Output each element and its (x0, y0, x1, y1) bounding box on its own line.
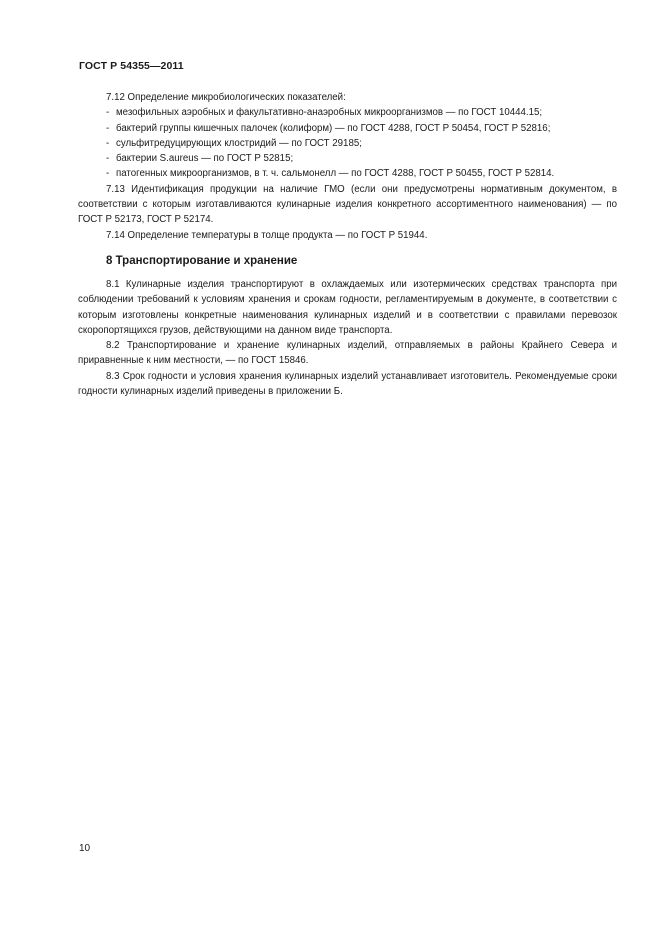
list-dash: - (106, 122, 110, 134)
list-item (78, 136, 617, 151)
paragraph-7-13: 7.13 Идентификация продукции на наличие ГМО (если они предусмотрены нормативным документом, в соответствии с которым изготавливаются кулинарные изделия конкретного ассортиментного наименования) — по ГОСТ Р 52173, ГОСТ Р 52174. (78, 183, 617, 226)
list-item (78, 105, 617, 120)
list-dash: - (106, 107, 110, 119)
list-dash: - (106, 137, 110, 149)
page-number: 10 (79, 843, 91, 854)
paragraph-8-1: 8.1 Кулинарные изделия транспортируют в охлаждаемых или изотермических средствах транспорта при соблюдении требований к условиям хранения и срокам годности, регламентируемым в документе, в соответствии с которым изготовлены конкретные наименования кулинарных изделий и в соответствии с правилами перевозок скоропортящихся грузов, действующими на данном виде транспорта. (78, 278, 617, 336)
section-8-title: 8 Транспортирование и хранение (106, 254, 298, 267)
document-header: ГОСТ Р 54355—2011 (79, 60, 184, 72)
list-item-text: бактерии S.aureus — по ГОСТ Р 52815; (116, 153, 294, 165)
paragraph-7-14: 7.14 Определение температуры в толще продукта — по ГОСТ Р 51944. (106, 229, 428, 241)
list-item-text: мезофильных аэробных и факультативно-анаэробных микроорганизмов — по ГОСТ 10444.15; (116, 107, 543, 119)
list-dash: - (106, 168, 110, 180)
list-item (78, 121, 617, 136)
list-dash: - (106, 153, 110, 165)
page-body (78, 90, 617, 399)
paragraph-7-12: 7.12 Определение микробиологических показателей: (106, 92, 346, 103)
paragraph-8-3: 8.3 Срок годности и условия хранения кулинарных изделий устанавливает изготовитель. Рекомендуемые сроки годности кулинарных изделий приведены в приложении Б. (78, 370, 617, 398)
list-item (78, 151, 617, 166)
list-item-text: сульфитредуцирующих клостридий — по ГОСТ 29185; (116, 137, 362, 149)
paragraph-8-2: 8.2 Транспортирование и хранение кулинарных изделий, отправляемых в районы Крайнего Севера и приравненные к ним местности, — по ГОСТ 15846. (78, 340, 617, 367)
list-item-text: бактерий группы кишечных палочек (колиформ) — по ГОСТ 4288, ГОСТ Р 50454, ГОСТ Р 52816; (116, 122, 551, 134)
list-item-text: патогенных микроорганизмов, в т. ч. сальмонелл — по ГОСТ 4288, ГОСТ Р 50455, ГОСТ Р 52814. (116, 168, 555, 180)
list-item (78, 166, 617, 181)
